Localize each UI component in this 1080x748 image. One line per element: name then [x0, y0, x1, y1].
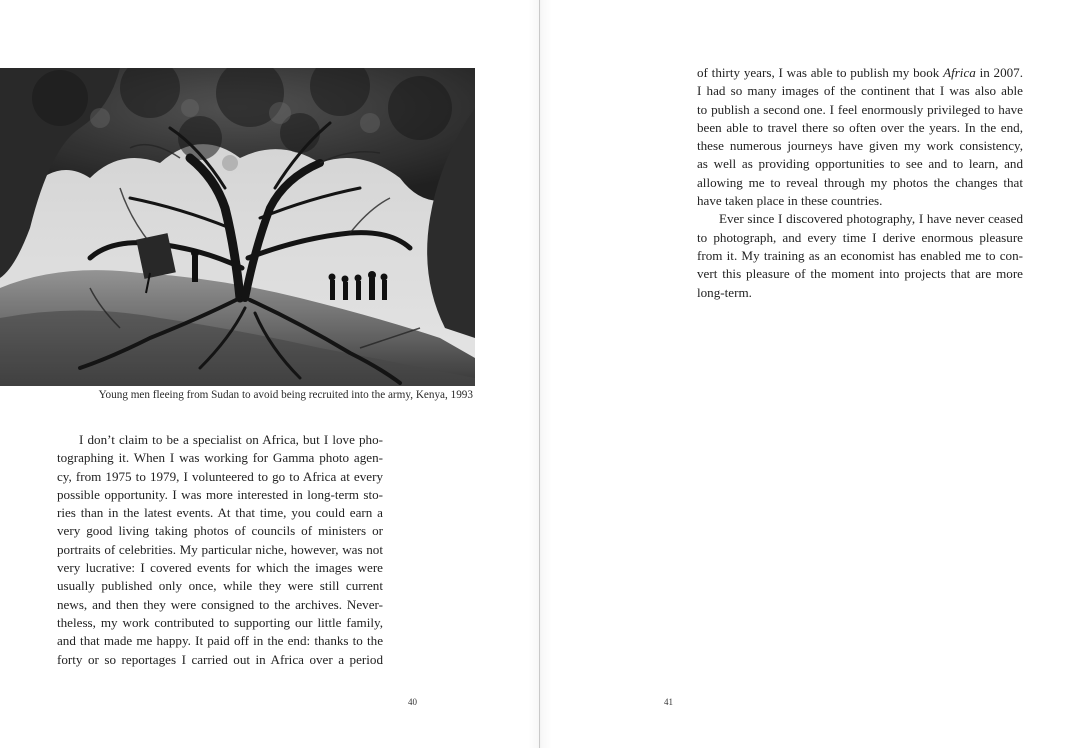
text-line: these numerous journeys have given my work consistency,	[697, 138, 1023, 154]
page-number: 41	[664, 697, 673, 707]
text-line: cy, from 1975 to 1979, I volunteered to go to Africa at every	[57, 468, 383, 484]
book-title: Africa	[943, 65, 976, 80]
text-line	[697, 64, 1023, 82]
text-line: been able to travel there so often over the years. In the end,	[697, 119, 1023, 135]
text-line: forty or so reportages I carried out in Africa over a period	[57, 651, 383, 667]
text-line: very lucrative: I covered events for which the images were	[57, 560, 383, 576]
text-line: I had so many images of the continent that I was also able	[697, 83, 1023, 99]
text-line: long-term.	[697, 284, 752, 300]
photo-caption: Young men fleeing from Sudan to avoid being recruited into the army, Kenya, 1993	[98, 389, 473, 401]
text-line: Ever since I discovered photography, I have never ceased	[719, 211, 1023, 227]
page-number: 40	[408, 697, 417, 707]
text-line: very good living taking photos of councils of ministers or	[57, 523, 383, 539]
right-page	[540, 0, 1080, 748]
text-run: of thirty years, I was able to publish my book	[697, 65, 944, 80]
text-line: tographing it. When I was working for Gamma photo agen-	[57, 450, 383, 466]
left-body-text	[57, 431, 383, 669]
photograph	[0, 68, 475, 386]
text-line: I don’t claim to be a specialist on Africa, but I love pho-	[79, 432, 383, 447]
photograph-image	[0, 68, 475, 386]
text-line: have taken place in these countries.	[697, 193, 883, 209]
text-line: theless, my work contributed to supporting our little family,	[57, 614, 383, 630]
text-line: as well as providing opportunities to see and to learn, and	[697, 156, 1023, 172]
text-line: to publish a second one. I feel enormously privileged to have	[697, 101, 1023, 117]
text-line: portraits of celebrities. My particular niche, however, was not	[57, 541, 383, 557]
text-line: ries than in the latest events. At that time, you could earn a	[57, 505, 383, 521]
right-body-text	[697, 64, 1023, 302]
text-line: news, and then they were consigned to the archives. Never-	[57, 596, 383, 612]
text-line: and that made me happy. It paid off in the end: thanks to the	[57, 633, 383, 649]
text-line: allowing me to reveal through my photos the changes that	[697, 174, 1023, 190]
left-page	[0, 0, 539, 748]
text-line: from it. My training as an economist has enabled me to con-	[697, 247, 1023, 263]
text-line: vert this pleasure of the moment into projects that are more	[697, 266, 1023, 282]
text-run: in 2007.	[975, 65, 1023, 80]
text-line: usually published only once, while they were still current	[57, 578, 383, 594]
text-line: possible opportunity. I was more interested in long-term sto-	[57, 486, 383, 502]
text-line: to photograph, and every time I derive enormous pleasure	[697, 229, 1023, 245]
